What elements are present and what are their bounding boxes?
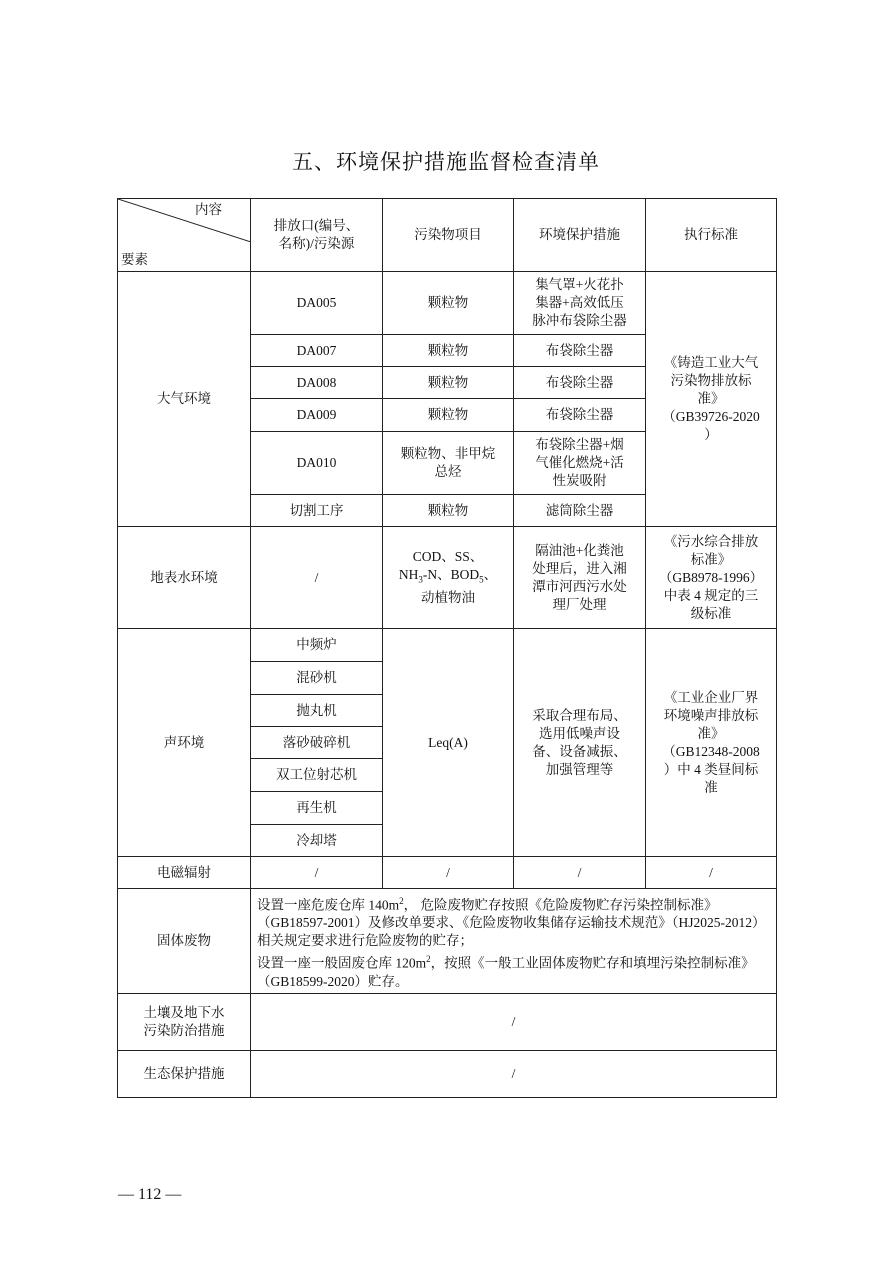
table-row — [118, 857, 777, 889]
source-cell: DA008 — [251, 367, 383, 399]
table-row — [118, 994, 777, 1051]
header-row — [118, 199, 777, 272]
measure-cell: 集气罩+火花扑 集器+高效低压 脉冲布袋除尘器 — [514, 272, 646, 335]
source-cell: DA007 — [251, 335, 383, 367]
solid-text: ，按照《一般工业固体废物贮存和填埋污染控制标准》（GB18599-2020）贮存。 — [257, 955, 755, 989]
soil-value: / — [251, 994, 777, 1051]
noise-pollutant: Leq(A) — [383, 629, 514, 857]
corner-header-cell — [118, 199, 251, 272]
source-cell: 双工位射芯机 — [251, 759, 383, 792]
pollutant-text: 、 动植物油 — [421, 567, 498, 605]
standard-cell: / — [646, 857, 777, 889]
measure-cell: 布袋除尘器 — [514, 367, 646, 399]
measure-cell: 布袋除尘器 — [514, 399, 646, 432]
em-element: 电磁辐射 — [118, 857, 251, 889]
measure-cell: 布袋除尘器+烟 气催化燃烧+活 性炭吸附 — [514, 432, 646, 495]
noise-element: 声环境 — [118, 629, 251, 857]
solid-text: 设置一座危废仓库 140m — [257, 897, 400, 912]
eco-value: / — [251, 1051, 777, 1098]
source-cell: / — [251, 857, 383, 889]
pollutant-cell: 颗粒物、非甲烷 总烃 — [383, 432, 514, 495]
subscript: 5 — [479, 574, 484, 585]
water-standard: 《污水综合排放 标准》 （GB8978-1996） 中表 4 规定的三 级标准 — [646, 527, 777, 629]
pollutant-cell: 颗粒物 — [383, 335, 514, 367]
table-row — [118, 272, 777, 335]
measure-cell: 布袋除尘器 — [514, 335, 646, 367]
air-element: 大气环境 — [118, 272, 251, 527]
noise-measure: 采取合理布局、 选用低噪声设 备、设备减振、 加强管理等 — [514, 629, 646, 857]
table-row — [118, 629, 777, 662]
corner-top-label: 内容 — [195, 202, 222, 217]
table-row — [118, 889, 777, 994]
pollutant-cell: / — [383, 857, 514, 889]
solid-waste-text — [251, 889, 777, 994]
page-title: 五、环境保护措施监督检查清单 — [292, 150, 600, 174]
source-cell: DA005 — [251, 272, 383, 335]
inspection-table — [117, 198, 777, 1098]
eco-element: 生态保护措施 — [118, 1051, 251, 1098]
header-measure: 环境保护措施 — [514, 199, 646, 272]
superscript: 2 — [399, 895, 404, 906]
source-cell: 落砂破碎机 — [251, 727, 383, 759]
soil-element: 土壤及地下水 污染防治措施 — [118, 994, 251, 1051]
measure-cell: 滤筒除尘器 — [514, 495, 646, 527]
source-cell: DA010 — [251, 432, 383, 495]
table-row — [118, 1051, 777, 1098]
pollutant-text: -N、BOD — [422, 567, 480, 583]
header-source: 排放口(编号、 名称)/污染源 — [251, 199, 383, 272]
water-measure: 隔油池+化粪池 处理后，进入湘 潭市河西污水处 理厂处理 — [514, 527, 646, 629]
diagonal-line — [118, 199, 251, 242]
source-cell: / — [251, 527, 383, 629]
subscript: 3 — [418, 574, 423, 585]
header-pollutant: 污染物项目 — [383, 199, 514, 272]
source-cell: 切割工序 — [251, 495, 383, 527]
water-element: 地表水环境 — [118, 527, 251, 629]
pollutant-cell: 颗粒物 — [383, 495, 514, 527]
table-row — [118, 527, 777, 629]
page-number: — 112 — — [118, 1186, 182, 1203]
pollutant-cell: 颗粒物 — [383, 367, 514, 399]
source-cell: DA009 — [251, 399, 383, 432]
solid-element: 固体废物 — [118, 889, 251, 994]
source-cell: 抛丸机 — [251, 695, 383, 727]
source-cell: 混砂机 — [251, 662, 383, 695]
pollutant-cell: 颗粒物 — [383, 399, 514, 432]
pollutant-cell: 颗粒物 — [383, 272, 514, 335]
source-cell: 冷却塔 — [251, 825, 383, 857]
corner-bottom-label: 要素 — [121, 252, 148, 267]
superscript: 2 — [426, 954, 431, 964]
solid-text: ， 危险废物贮存按照《危险废物贮存污染控制标准》（GB18597-2001）及修改单要求、《危险废物收集储存运输技术规范》（HJ2025-2012）相关规定要求进行危险废物的贮存； 设置一座一般固废仓库 120m — [257, 897, 766, 971]
air-standard: 《铸造工业大气 污染物排放标 准》 （GB39726-2020 ） — [646, 272, 777, 527]
pollutant-text: COD、SS、 NH — [398, 549, 484, 583]
measure-cell: / — [514, 857, 646, 889]
header-standard: 执行标准 — [646, 199, 777, 272]
source-cell: 再生机 — [251, 792, 383, 825]
source-cell: 中频炉 — [251, 629, 383, 662]
water-pollutant — [383, 527, 514, 629]
noise-standard: 《工业企业厂界 环境噪声排放标 准》 （GB12348-2008 ）中 4 类昼间标 准 — [646, 629, 777, 857]
